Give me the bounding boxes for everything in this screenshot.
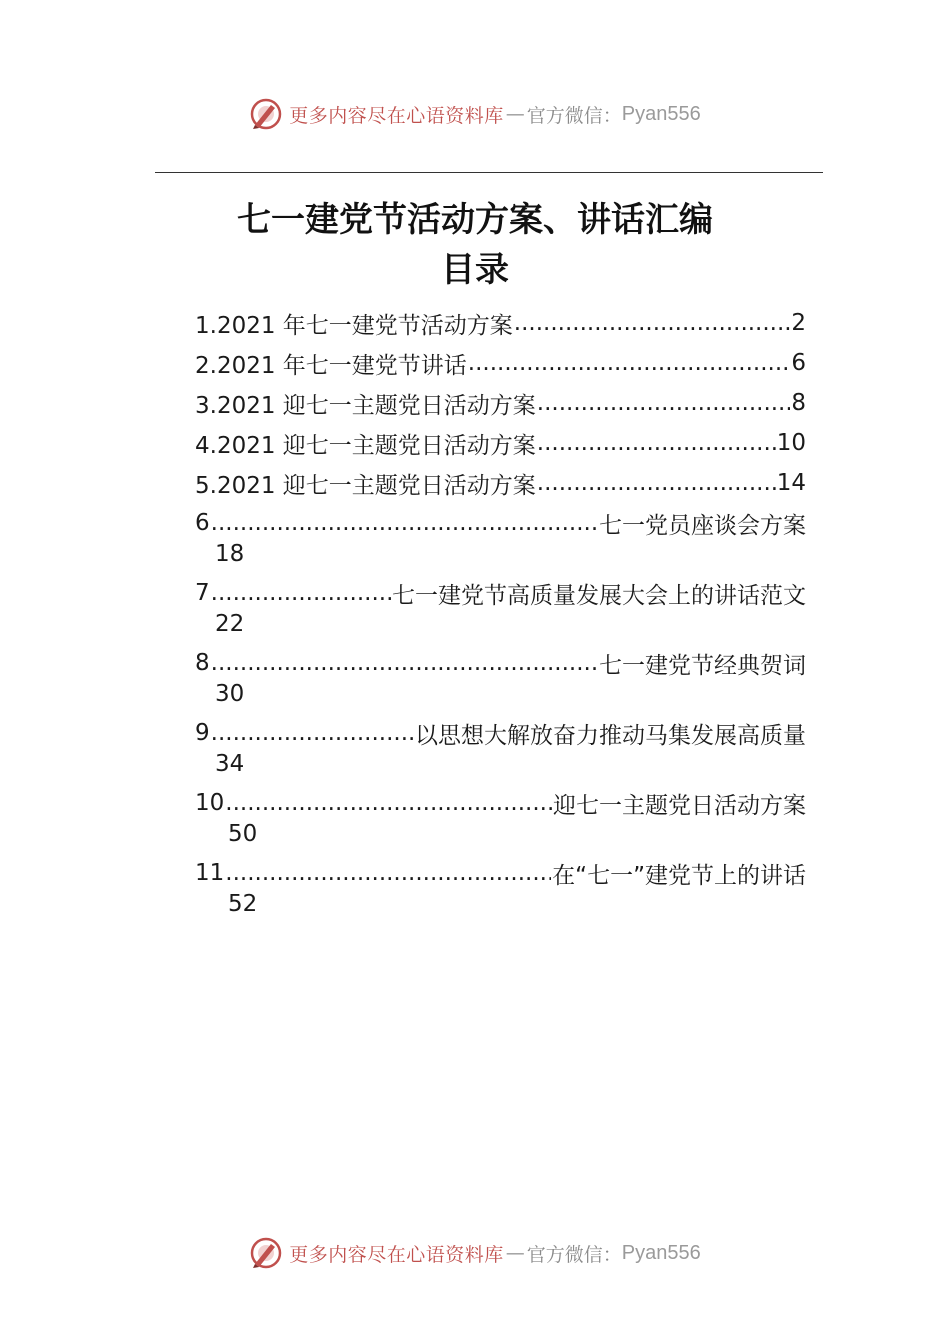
footer-banner (0, 1233, 950, 1273)
toc-entry-page: 30 (215, 681, 245, 707)
banner-dash: — (505, 1242, 525, 1264)
toc-entry-title: 七一党员座谈会方案 (599, 512, 806, 539)
toc-entry-page: 22 (215, 611, 245, 637)
toc-entry[interactable] (195, 423, 806, 463)
banner-dash: — (505, 103, 525, 125)
toc-entry[interactable] (195, 503, 806, 573)
toc-entry-page: 14 (776, 470, 806, 496)
toc-entry-page: 2 (791, 310, 806, 336)
table-of-contents (195, 303, 806, 923)
banner-wechat-id: Pyan556 (621, 102, 701, 125)
toc-entry-title: 4.2021 迎七一主题党日活动方案 (195, 432, 536, 459)
toc-leader (537, 430, 776, 456)
toc-entry-number: 7 (195, 580, 210, 606)
toc-entry-page: 50 (228, 821, 258, 847)
toc-entry-number: 8 (195, 650, 210, 676)
toc-leader (225, 790, 552, 816)
toc-leader (537, 390, 791, 416)
toc-leader (468, 350, 791, 376)
toc-entry-page: 8 (791, 390, 806, 416)
toc-entry[interactable] (195, 643, 806, 713)
toc-entry-number: 6 (195, 510, 210, 536)
toc-entry-number: 11 (195, 860, 225, 886)
toc-entry[interactable] (195, 463, 806, 503)
document-title: 七一建党节活动方案、讲话汇编 (237, 200, 713, 240)
toc-entry[interactable] (195, 303, 806, 343)
banner-wechat-id: Pyan556 (621, 1241, 701, 1264)
toc-leader (225, 860, 551, 886)
toc-entry-page: 10 (776, 430, 806, 456)
toc-entry[interactable] (195, 343, 806, 383)
toc-entry[interactable] (195, 853, 806, 923)
toc-entry[interactable] (195, 713, 806, 783)
toc-leader (211, 650, 598, 676)
toc-entry-title: 1.2021 年七一建党节活动方案 (195, 312, 513, 339)
header-banner (0, 94, 950, 134)
toc-entry-title: 迎七一主题党日活动方案 (553, 792, 806, 819)
toc-entry-title: 5.2021 迎七一主题党日活动方案 (195, 472, 536, 499)
toc-entry-page: 6 (791, 350, 806, 376)
toc-leader (211, 720, 414, 746)
toc-leader (514, 310, 791, 336)
toc-entry-page: 18 (215, 541, 245, 567)
banner-wechat-label: 官方微信： (526, 1243, 622, 1266)
toc-entry-title: 七一建党节经典贺词 (599, 652, 806, 679)
toc-leader (537, 470, 776, 496)
toc-entry-title: 在“七一”建党节上的讲话 (552, 862, 806, 889)
toc-leader (211, 580, 391, 606)
toc-entry-number: 10 (195, 790, 225, 816)
toc-entry-number: 9 (195, 720, 210, 746)
banner-wechat-label: 官方微信： (526, 104, 622, 127)
toc-entry-title: 以思想大解放奋力推动马集发展高质量 (415, 722, 806, 749)
banner-slogan: 更多内容尽在心语资料库 (289, 104, 504, 127)
toc-entry-title: 3.2021 迎七一主题党日活动方案 (195, 392, 536, 419)
toc-entry-page: 52 (228, 891, 258, 917)
toc-entry-title: 2.2021 年七一建党节讲话 (195, 352, 467, 379)
toc-leader (211, 510, 598, 536)
toc-entry[interactable] (195, 383, 806, 423)
toc-entry-title: 七一建党节高质量发展大会上的讲话范文 (392, 582, 806, 609)
pen-logo-icon (249, 97, 283, 131)
toc-entry[interactable] (195, 573, 806, 643)
pen-logo-icon (249, 1236, 283, 1270)
toc-heading: 目录 (441, 250, 509, 290)
banner-slogan: 更多内容尽在心语资料库 (289, 1243, 504, 1266)
header-divider (155, 172, 823, 173)
toc-entry[interactable] (195, 783, 806, 853)
toc-entry-page: 34 (215, 751, 245, 777)
